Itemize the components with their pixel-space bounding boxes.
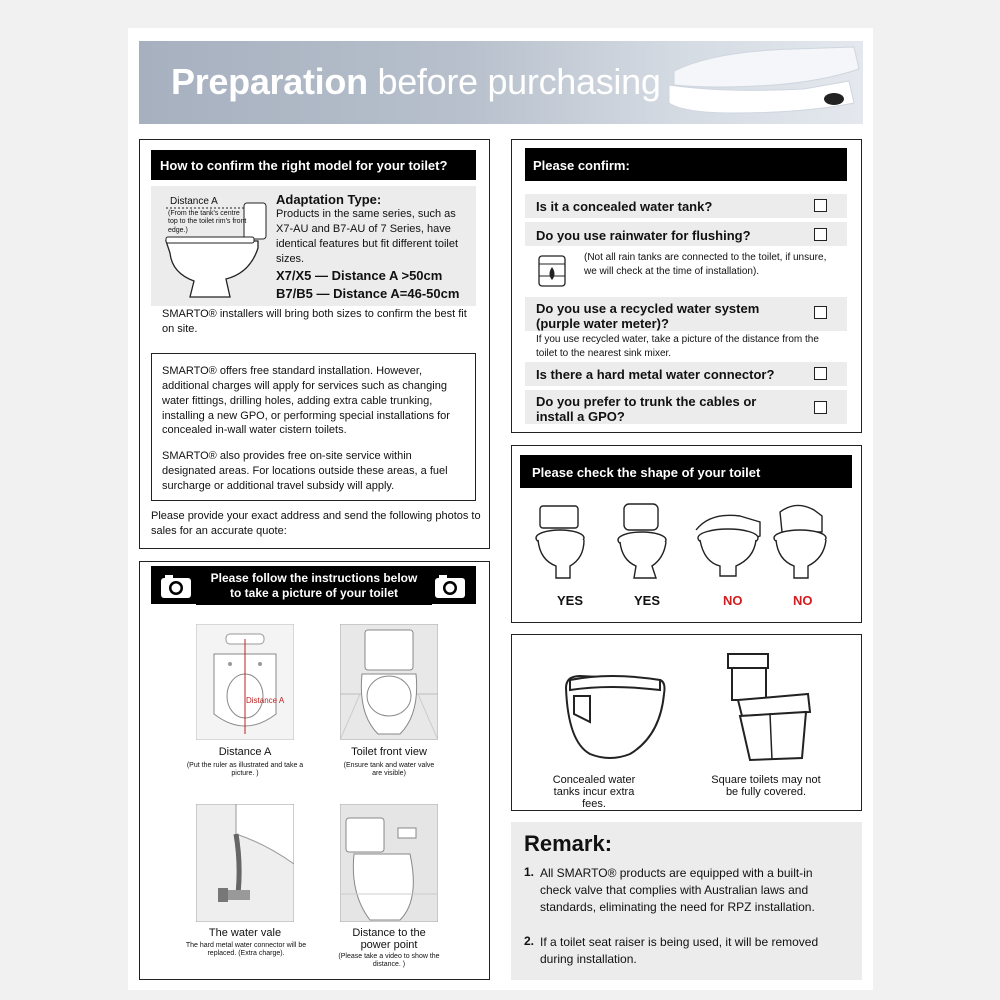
question-rainwater: Do you use rainwater for flushing? xyxy=(536,228,751,243)
question-recycled-water: Do you use a recycled water system (purple water meter)? xyxy=(536,301,760,331)
adaptation-title: Adaptation Type: xyxy=(276,192,382,207)
confirm-model-heading xyxy=(151,150,476,180)
photo-note-power-point: (Please take a video to show the distance. ) xyxy=(338,953,440,969)
remark-item-1-text: All SMARTO® products are equipped with a built-in check valve that complies with Australian laws and standards, eliminating the need for RPZ installation. xyxy=(540,866,815,915)
rainwater-checkbox[interactable] xyxy=(814,228,827,241)
distance-note: (From the tank's centre top to the toilet rim's front edge.) xyxy=(168,210,247,234)
confirm-model-heading-text: How to confirm the right model for your toilet? xyxy=(160,158,448,173)
photo-note-front-view: (Ensure tank and water valve are visible) xyxy=(343,762,435,778)
photo-title-front-view: Toilet front view xyxy=(351,746,427,758)
photo-title-distance-a: Distance A xyxy=(218,746,272,758)
distance-a-overlay: Distance A xyxy=(246,696,285,705)
concealed-tank-toilet-icon xyxy=(560,666,670,762)
adaptation-text: Products in the same series, such as X7-AU and B7-AU of 7 Series, have identical features but fit different toilet sizes. xyxy=(276,208,459,265)
question-concealed-tank: Is it a concealed water tank? xyxy=(536,199,713,214)
please-confirm-heading-text: Please confirm: xyxy=(533,158,630,173)
recycled-water-checkbox[interactable] xyxy=(814,306,827,319)
address-note: Please provide your exact address and send the following photos to sales for an accurate quote: xyxy=(151,510,481,537)
distance-a-photo xyxy=(196,624,294,740)
recycled-water-note: If you use recycled water, take a picture of the distance from the toilet to the nearest sink mixer. xyxy=(536,334,819,359)
toilet-shape-1-icon xyxy=(530,502,594,582)
page-title xyxy=(171,61,661,103)
concealed-tank-caption: Concealed water tanks incur extra fees. xyxy=(552,774,636,810)
remark-item-1-num: 1. xyxy=(524,865,535,879)
rain-tank-icon xyxy=(536,250,570,288)
metal-connector-checkbox[interactable] xyxy=(814,367,827,380)
please-confirm-heading xyxy=(525,148,847,181)
photo-heading-underline xyxy=(196,603,432,605)
camera-icon xyxy=(434,573,466,599)
rainwater-note: (Not all rain tanks are connected to the toilet, if unsure, we will check at the time of installation). xyxy=(584,252,827,277)
trunk-cables-checkbox[interactable] xyxy=(814,401,827,414)
question-metal-connector: Is there a hard metal water connector? xyxy=(536,367,775,382)
photo-heading-line-1: Please follow the instructions below xyxy=(210,571,418,585)
installation-para-2: SMARTO® also provides free on-site service within designated areas. For locations outside these areas, a fuel surcharge or additional travel subsidy will apply. xyxy=(162,450,448,492)
toilet-seat-illustration xyxy=(654,41,863,124)
installers-note: SMARTO® installers will bring both sizes to confirm the best fit on site. xyxy=(162,308,467,335)
photo-note-water-valve: The hard metal water connector will be replaced. (Extra charge). xyxy=(185,942,307,958)
shape-2-label: YES xyxy=(634,593,661,608)
header-banner xyxy=(139,41,863,124)
power-point-photo xyxy=(340,804,438,922)
distance-label: Distance A xyxy=(170,196,218,207)
water-valve-photo xyxy=(196,804,294,922)
question-trunk-cables: Do you prefer to trunk the cables or install a GPO? xyxy=(536,394,757,424)
toilet-shape-3-icon xyxy=(690,506,766,580)
shape-4-label: NO xyxy=(793,593,813,608)
shape-1-label: YES xyxy=(557,593,584,608)
concealed-tank-checkbox[interactable] xyxy=(814,199,827,212)
page-title-rest: before purchasing xyxy=(377,61,661,102)
remark-title: Remark: xyxy=(524,831,613,856)
remark-item-2-text: If a toilet seat raiser is being used, it will be removed during installation. xyxy=(540,935,819,967)
toilet-shape-heading-text: Please check the shape of your toilet xyxy=(532,465,761,480)
installation-para-1: SMARTO® offers free standard installation. However, additional charges will apply for services such as changing water fittings, drilling holes, adding extra cable trunking, installing a new GPO, or performing special installations for concealed in-wall water cistern toilets. xyxy=(162,365,450,437)
photo-title-power-point: Distance to the power point xyxy=(352,927,426,951)
shape-3-label: NO xyxy=(723,593,743,608)
toilet-shape-2-icon xyxy=(612,500,676,582)
square-toilet-caption: Square toilets may not be fully covered. xyxy=(711,774,821,798)
photo-heading-line-2: to take a picture of your toilet xyxy=(229,586,399,600)
toilet-shape-4-icon xyxy=(766,502,832,582)
toilet-front-photo xyxy=(340,624,438,740)
camera-icon xyxy=(160,573,192,599)
remark-item-2-num: 2. xyxy=(524,934,535,948)
photo-title-water-valve: The water vale xyxy=(208,927,282,939)
toilet-shape-heading xyxy=(520,455,852,488)
spec-x7-x5: X7/X5 — Distance A >50cm xyxy=(276,268,443,283)
photo-note-distance-a: (Put the ruler as illustrated and take a picture. ) xyxy=(186,762,304,778)
spec-b7-b5: B7/B5 — Distance A=46-50cm xyxy=(276,286,460,301)
square-toilet-icon xyxy=(722,650,814,764)
page-title-bold: Preparation xyxy=(171,61,368,102)
